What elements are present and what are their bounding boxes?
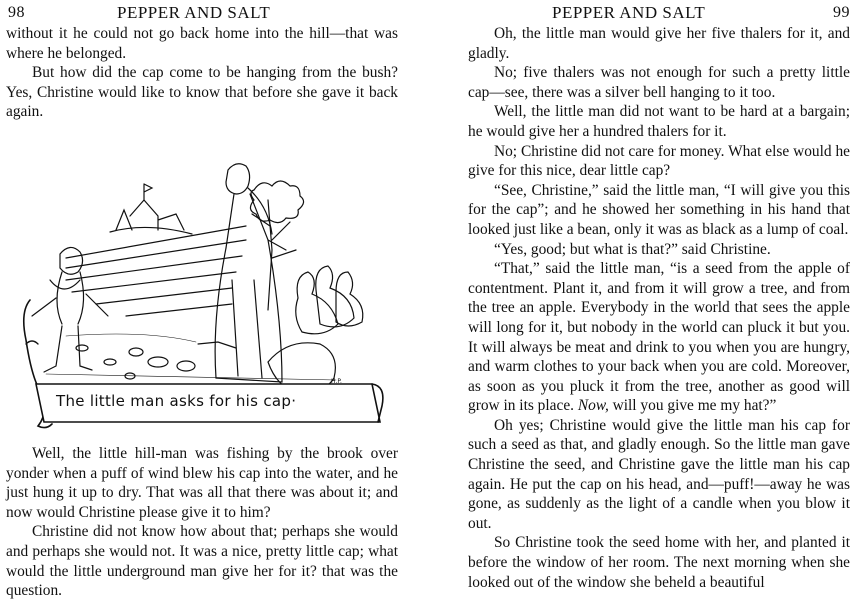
- left-page: [6, 0, 398, 600]
- right-paragraph-2: No; five thalers was not enough for such a pretty little cap—see, there was a silver bell hanging to it too.: [468, 64, 850, 101]
- left-paragraph-4: Christine did not know how about that; perhaps she would and perhaps she would not. It was a nice, pretty little cap; what would the little underground man give her for it? that was the question.: [6, 523, 398, 600]
- illustration-caption: The little man asks for his cap·: [56, 391, 297, 410]
- right-page-header: [468, 0, 850, 24]
- right-paragraph-9: So Christine took the seed home with her, and planted it before the window of her room. The next morning when she looked out of the window she beheld a beautiful: [468, 534, 850, 591]
- right-paragraph-7-italic: Now,: [577, 397, 609, 415]
- left-page-number: 98: [8, 4, 25, 21]
- right-paragraph-5: “See, Christine,” said the little man, “I will give you this for the cap”; and he showed her something in his hand that looked just like a bean, only it was as black as a lump of coal.: [468, 181, 850, 238]
- left-paragraph-1: without it he could not go back home into the hill—that was where he belonged.: [6, 25, 398, 62]
- right-paragraph-6: “Yes, good; but what is that?” said Christine.: [494, 240, 771, 258]
- right-paragraph-8: Oh yes; Christine would give the little man his cap for such a seed as that, and gladly enough. So the little man gave Christine the seed, and Christine gave the little man his cap again. He put the cap on his head, and—puff!—away he was gone, as suddenly as the light of a candle when you blow it out.: [468, 416, 850, 532]
- left-paragraph-2: But how did the cap come to be hanging from the bush? Yes, Christine would like to know that before she gave it back again.: [6, 64, 398, 121]
- right-paragraph-3: Well, the little man did not want to be hard at a bargain; he would give her a hundred thalers for it.: [468, 103, 850, 140]
- left-running-head: PEPPER AND SALT: [117, 3, 271, 22]
- right-page: [468, 0, 850, 591]
- left-paragraph-3: Well, the little hill-man was fishing by the brook over yonder when a puff of wind blew his cap into the water, and he just hung it up to dry. That was all that there was about it; and now would Christine please give it to him?: [6, 444, 398, 521]
- illustration: [6, 130, 398, 438]
- right-paragraph-7-tail: will you give me my hat?”: [608, 397, 777, 415]
- left-page-header: [6, 0, 398, 24]
- right-paragraph-4: No; Christine did not care for money. What else would he give for this nice, dear little cap?: [468, 142, 850, 180]
- artist-initials: H.P.: [331, 377, 342, 385]
- right-paragraph-1: Oh, the little man would give her five thalers for it, and gladly.: [468, 25, 850, 62]
- right-page-number: 99: [833, 4, 850, 21]
- right-paragraph-7-text: “That,” said the little man, “is a seed from the apple of contentment. Plant it, and from it will grow a tree, and from the tree an apple. Everybody in the world that sees the apple will long for it, but nobody in the world can pluck it but you. It will always be meat and drink to you when you are hungry, and warm clothes to your back when you are cold. Moreover, as soon as you pluck it from the tree, another as good will grow in its place.: [468, 260, 850, 415]
- right-paragraph-7: [468, 259, 850, 416]
- right-running-head: PEPPER AND SALT: [552, 3, 706, 22]
